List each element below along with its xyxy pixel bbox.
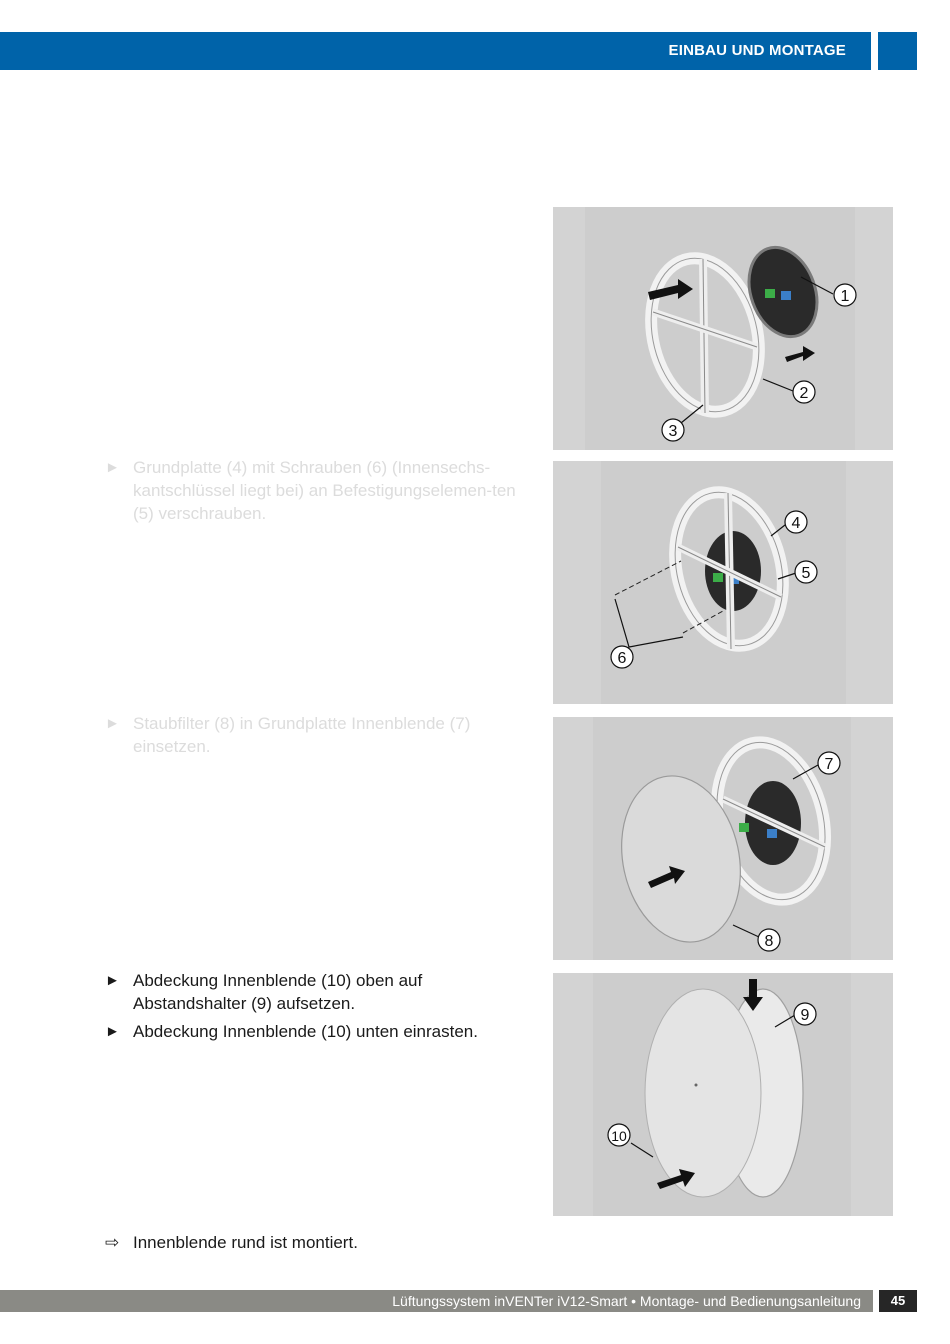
figure-2-illustration xyxy=(553,461,893,704)
figure-3-illustration xyxy=(553,717,893,960)
svg-text:10: 10 xyxy=(611,1128,627,1144)
callout-3 xyxy=(662,419,684,441)
callout-5 xyxy=(795,561,817,583)
step-4-text: Abdeckung Innenblende (10) unten einrasten. xyxy=(133,1022,478,1041)
step-2 xyxy=(105,712,535,758)
result-arrow-icon: ⇨ xyxy=(105,1233,120,1252)
figure-4-illustration xyxy=(553,973,893,1216)
callout-1 xyxy=(834,284,856,306)
step-3 xyxy=(105,969,535,1015)
bullet-arrow-icon: ► xyxy=(105,715,120,732)
callout-9 xyxy=(794,1003,816,1025)
page-number: 45 xyxy=(879,1290,917,1312)
svg-text:7: 7 xyxy=(824,756,834,773)
callout-10 xyxy=(608,1124,630,1146)
figure-3-assembly xyxy=(553,717,893,960)
svg-text:5: 5 xyxy=(801,565,811,582)
svg-text:9: 9 xyxy=(800,1007,810,1024)
svg-text:6: 6 xyxy=(617,650,627,667)
header-tab xyxy=(878,32,917,70)
callout-8 xyxy=(758,929,780,951)
result xyxy=(105,1231,535,1254)
bullet-arrow-icon: ► xyxy=(105,1023,120,1040)
step-3-text: Abdeckung Innenblende (10) oben auf Abstandshalter (9) aufsetzen. xyxy=(133,971,423,1013)
footer-bar xyxy=(0,1290,873,1312)
figure-1-illustration xyxy=(553,207,893,450)
callout-4 xyxy=(785,511,807,533)
step-2-text: Staubfilter (8) in Grundplatte Innenblende (7) einsetzen. xyxy=(133,714,471,756)
step-1-text: Grundplatte (4) mit Schrauben (6) (Innensechs-kantschlüssel liegt bei) an Befestigungselemen-ten (5) verschrauben. xyxy=(133,458,516,523)
step-4 xyxy=(105,1020,535,1043)
manual-title: Lüftungssystem inVENTer iV12-Smart • Montage- und Bedienungsanleitung xyxy=(392,1293,861,1309)
figure-2-assembly xyxy=(553,461,893,704)
callout-2 xyxy=(793,381,815,403)
callout-7 xyxy=(818,752,840,774)
svg-text:3: 3 xyxy=(668,423,678,440)
step-1 xyxy=(105,456,535,525)
figure-4-assembly xyxy=(553,973,893,1216)
result-text: Innenblende rund ist montiert. xyxy=(133,1233,358,1252)
svg-text:2: 2 xyxy=(799,385,809,402)
bullet-arrow-icon: ► xyxy=(105,459,120,476)
svg-text:8: 8 xyxy=(764,933,774,950)
figure-1-assembly xyxy=(553,207,893,450)
svg-text:1: 1 xyxy=(840,288,850,305)
bullet-arrow-icon: ► xyxy=(105,972,120,989)
section-title: EINBAU UND MONTAGE xyxy=(668,42,846,59)
header-bar xyxy=(0,32,871,70)
callout-6 xyxy=(611,646,633,668)
svg-text:4: 4 xyxy=(791,515,801,532)
